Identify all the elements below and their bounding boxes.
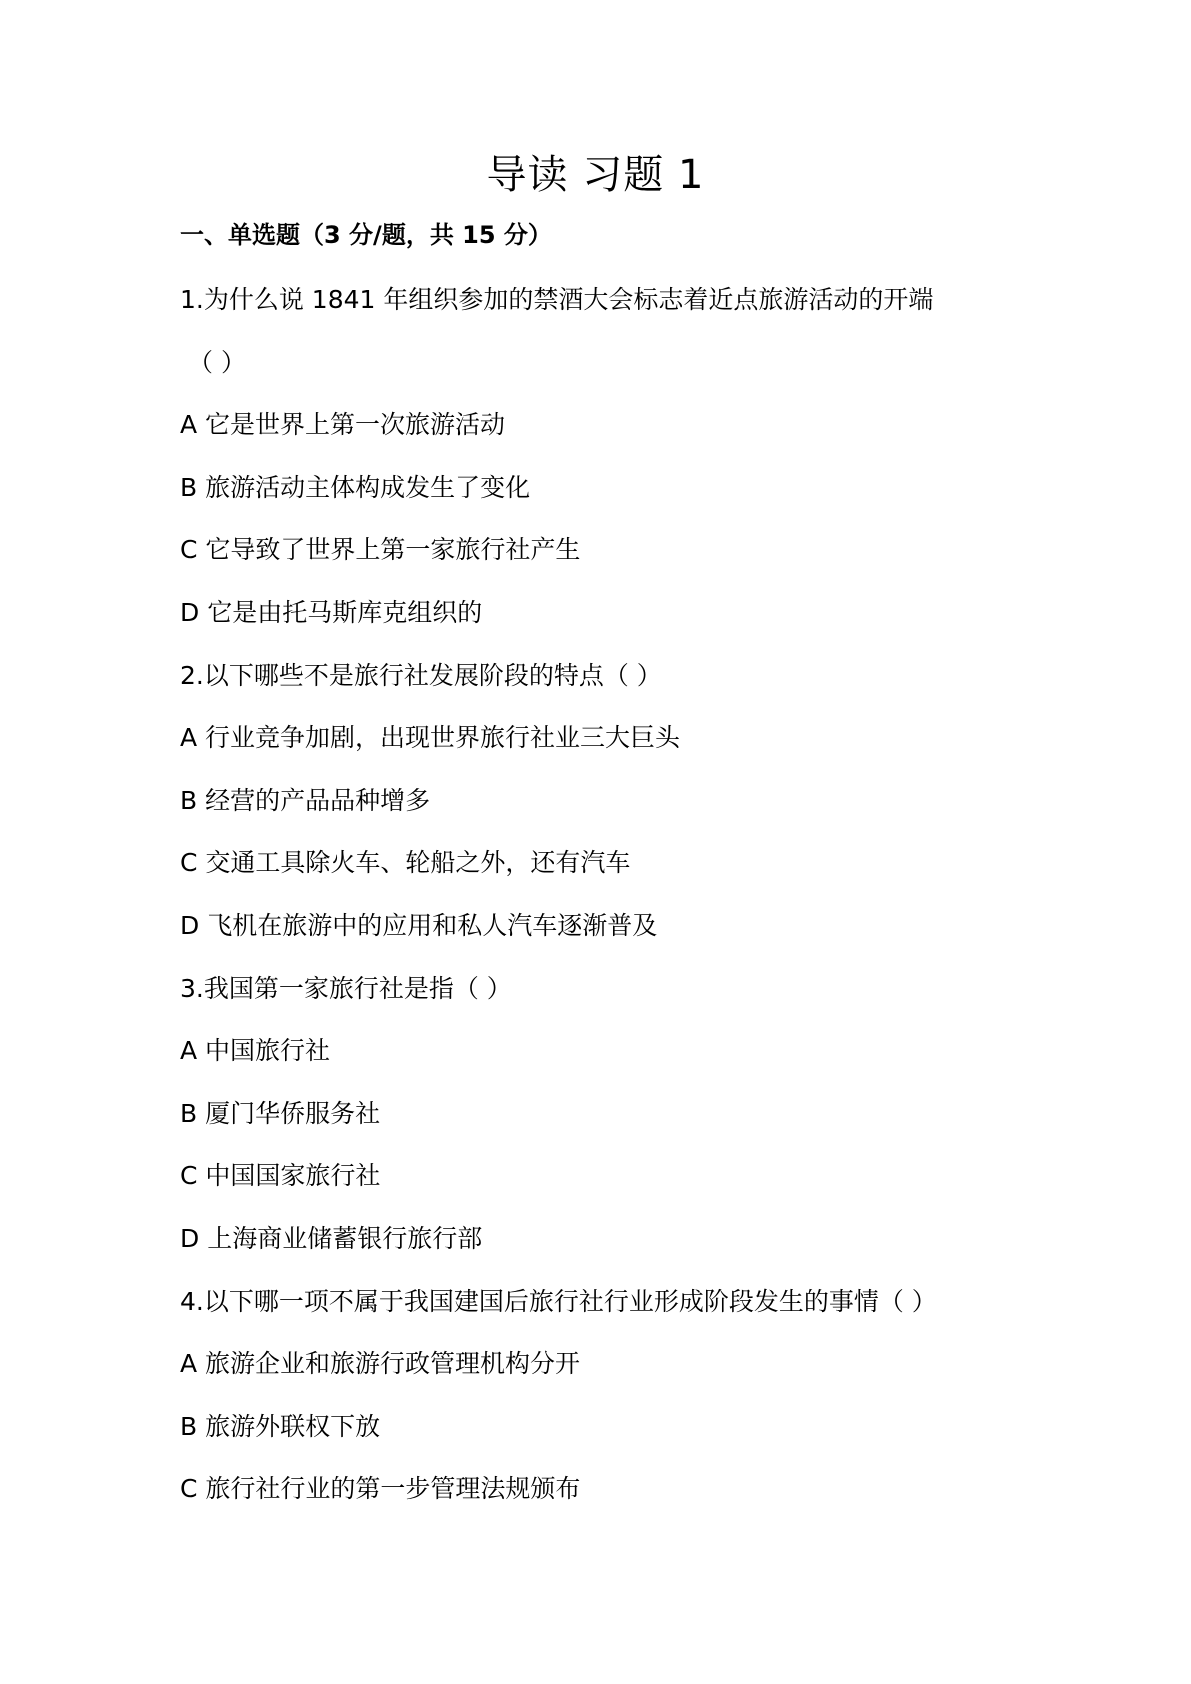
question-1-option-c: C 它导致了世界上第一家旅行社产生: [180, 535, 581, 565]
question-2-option-d: D 飞机在旅游中的应用和私人汽车逐渐普及: [180, 910, 658, 940]
question-1-option-b: B 旅游活动主体构成发生了变化: [180, 472, 531, 502]
question-2-option-b: B 经营的产品品种增多: [180, 785, 431, 815]
document-title: 导读 习题 1: [486, 152, 705, 198]
question-2-stem: 2.以下哪些不是旅行社发展阶段的特点（ ）: [180, 660, 662, 690]
question-4-option-b: B 旅游外联权下放: [180, 1411, 381, 1441]
question-3-option-a: A 中国旅行社: [180, 1036, 331, 1066]
question-3-option-b: B 厦门华侨服务社: [180, 1098, 381, 1128]
question-list: [180, 283, 1060, 1535]
question-3-option-d: D 上海商业储蓄银行旅行部: [180, 1223, 483, 1253]
question-1-option-d: D 它是由托马斯库克组织的: [180, 597, 483, 627]
question-3-option-c: C 中国国家旅行社: [180, 1161, 381, 1191]
question-4-option-a: A 旅游企业和旅游行政管理机构分开: [180, 1349, 581, 1379]
question-1-answer-blank: （ ）: [188, 347, 246, 377]
section-heading: 一、单选题（3 分/题，共 15 分）: [180, 221, 552, 249]
question-1-option-a: A 它是世界上第一次旅游活动: [180, 410, 506, 440]
question-2-option-c: C 交通工具除火车、轮船之外，还有汽车: [180, 848, 631, 878]
question-4-option-c: C 旅行社行业的第一步管理法规颁布: [180, 1474, 581, 1504]
question-3-stem: 3.我国第一家旅行社是指（ ）: [180, 973, 512, 1003]
question-1-stem: 1.为什么说 1841 年组织参加的禁酒大会标志着近点旅游活动的开端: [180, 285, 934, 314]
question-2-option-a: A 行业竞争加剧，出现世界旅行社业三大巨头: [180, 723, 681, 753]
question-4-stem: 4.以下哪一项不属于我国建国后旅行社行业形成阶段发生的事情（ ）: [180, 1286, 937, 1316]
